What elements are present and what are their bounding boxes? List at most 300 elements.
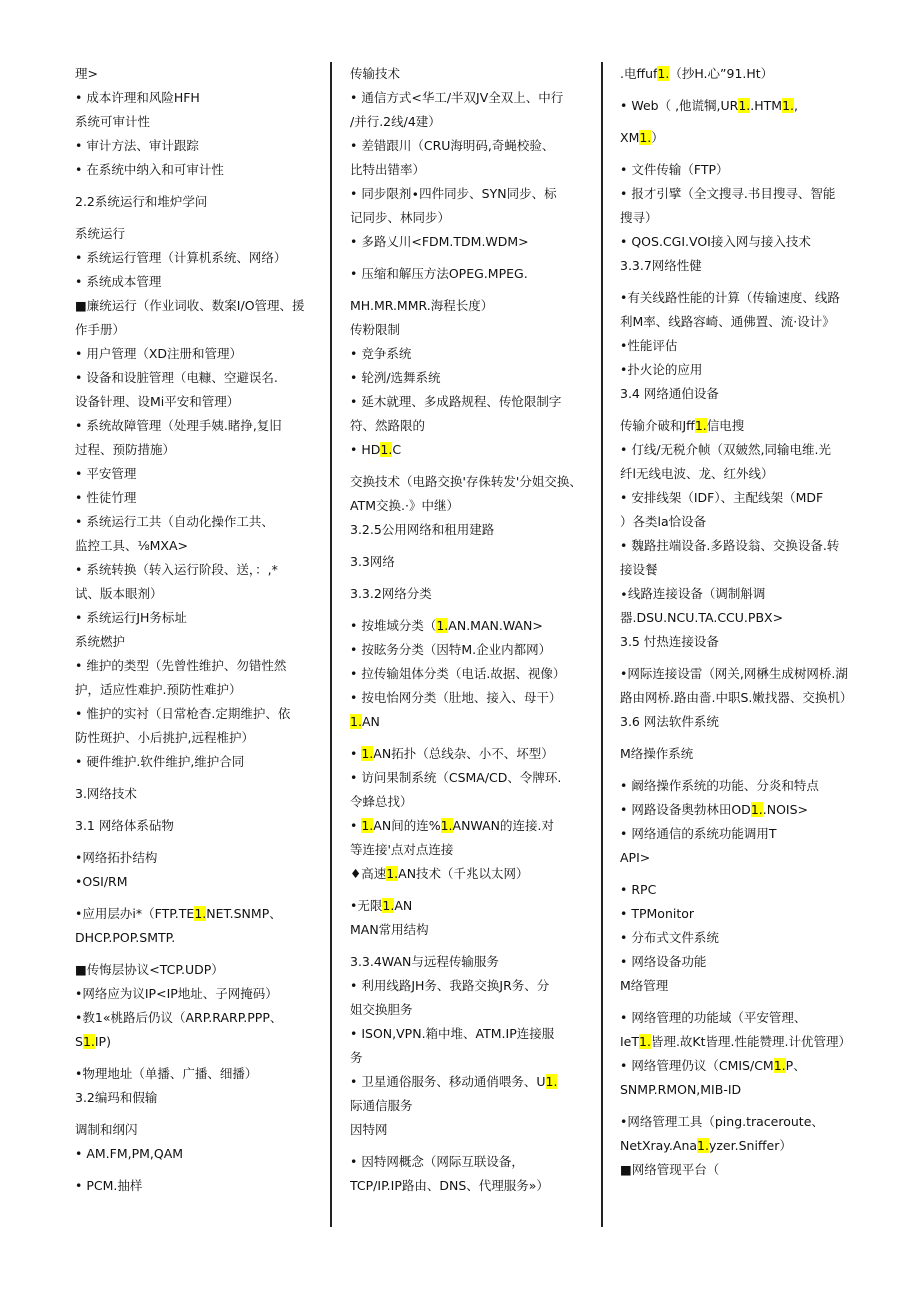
- line-text: • 访问果制系统（CSMA/CD、令牌环.: [350, 770, 562, 785]
- line-text: •: [350, 818, 362, 833]
- line-text: 试、版本眼剂）: [75, 586, 163, 601]
- line-text: • 网路设备奥勃林田OD: [620, 802, 751, 817]
- line-text: IP): [94, 1034, 111, 1049]
- line-text: 比特出错率）: [350, 162, 426, 177]
- text-line: [75, 982, 315, 1006]
- line-text: 3.网络技术: [75, 786, 137, 801]
- line-text: •: [350, 746, 362, 761]
- text-line: [75, 958, 315, 982]
- line-text: 际通信服务: [350, 1098, 413, 1113]
- line-text: • 系统运行工共（自动化操作工共、: [75, 514, 274, 529]
- line-text: ）各类la恰设备: [620, 514, 707, 529]
- text-line: [350, 1150, 590, 1174]
- text-line: [350, 342, 590, 366]
- highlight-mark: 1.: [82, 1034, 95, 1049]
- line-text: • 系统运行管理（计算机系统、网络）: [75, 250, 287, 265]
- line-text: • 竞争系统: [350, 346, 412, 361]
- line-text: • 网络设备功能: [620, 954, 707, 969]
- text-line: [620, 686, 865, 710]
- line-text: • 阚络操作系统的功能、分炎和特点: [620, 778, 819, 793]
- line-text: 3.3.4WAN与远程传输服务: [350, 954, 499, 969]
- line-text: • ISON,VPN.箱中堆、ATM.IP连接服: [350, 1026, 555, 1041]
- text-line: [350, 206, 590, 230]
- text-line: [75, 630, 315, 654]
- line-text: • 分布式文件系统: [620, 930, 719, 945]
- line-text: SNMP.RMON,MIB-ID: [620, 1082, 742, 1097]
- line-text: 3.3网络: [350, 554, 395, 569]
- text-line: [350, 582, 590, 606]
- line-text: 理>: [75, 66, 98, 81]
- text-line: [620, 1054, 865, 1078]
- text-line: [75, 390, 315, 414]
- highlight-mark: 1.: [545, 1074, 558, 1089]
- line-text: • RPC: [620, 882, 657, 897]
- text-line: [75, 1174, 315, 1198]
- line-text: • 轮洌/选舞系统: [350, 370, 441, 385]
- line-text: 系统可审计性: [75, 114, 151, 129]
- text-line: [620, 1134, 865, 1158]
- text-line: [350, 294, 590, 318]
- column-divider: [601, 62, 603, 1227]
- line-text: •教1«桃路后仍议（ARP.RARP.PPP、: [75, 1010, 283, 1025]
- line-text: • 报才引擘（全文搜寻.书目搜寻、智能: [620, 186, 836, 201]
- line-text: • 按电怡网分类（肚地、接入、母干）: [350, 690, 562, 705]
- line-text: •网络应为议IP<IP地址、子网掩码）: [75, 986, 278, 1001]
- text-line: [75, 158, 315, 182]
- text-line: [75, 678, 315, 702]
- line-text: 器.DSU.NCU.TA.CCU.PBX>: [620, 610, 784, 625]
- text-line: [350, 438, 590, 462]
- text-line: [620, 822, 865, 846]
- highlight-mark: 1.: [361, 818, 374, 833]
- text-line: [620, 974, 865, 998]
- line-text: • 用户管理（XD注册和管理）: [75, 346, 243, 361]
- line-text: .NOIS>: [762, 802, 809, 817]
- middle-column: [350, 62, 590, 1198]
- text-line: [620, 286, 865, 310]
- line-text: • 系统成本管理: [75, 274, 162, 289]
- line-text: DHCP.POP.SMTP.: [75, 930, 176, 945]
- line-text: P、: [785, 1058, 806, 1073]
- text-line: [350, 742, 590, 766]
- line-text: • 按眩务分类（因特M.企业内都网）: [350, 642, 552, 657]
- text-line: [620, 774, 865, 798]
- highlight-mark: 1.: [436, 618, 449, 633]
- text-line: [620, 630, 865, 654]
- line-text: 3.4 网络通伯设备: [620, 386, 719, 401]
- text-line: [620, 414, 865, 438]
- text-line: [620, 438, 865, 462]
- line-text: 3.2.5公用网络和租用建路: [350, 522, 495, 537]
- text-line: [75, 342, 315, 366]
- line-text: ）: [651, 130, 664, 145]
- text-line: [620, 182, 865, 206]
- line-text: 皆理.故Kt皆理.性能赞理.计优管理）: [650, 1034, 851, 1049]
- text-line: [350, 998, 590, 1022]
- line-text: 令蜂总找）: [350, 794, 413, 809]
- text-line: [350, 494, 590, 518]
- text-line: [350, 550, 590, 574]
- text-line: [75, 318, 315, 342]
- highlight-mark: 1.: [350, 714, 362, 729]
- text-line: [75, 462, 315, 486]
- line-text: （抄H.心”91.Ht）: [669, 66, 774, 81]
- line-text: •无限: [350, 898, 383, 913]
- line-text: MAN常用结构: [350, 922, 429, 937]
- text-line: [620, 254, 865, 278]
- text-line: [75, 1030, 315, 1054]
- text-line: [350, 1070, 590, 1094]
- column-divider: [330, 62, 332, 1227]
- line-text: • 硬件维护.软件维护,维护合同: [75, 754, 245, 769]
- line-text: AN: [361, 714, 380, 729]
- line-text: • 系统转换（转入运行阶段、送，：,*: [75, 562, 278, 577]
- text-line: [350, 638, 590, 662]
- text-line: [620, 158, 865, 182]
- text-line: [620, 662, 865, 686]
- text-line: [75, 726, 315, 750]
- line-text: ♦高速: [350, 866, 387, 881]
- line-text: 3.2编玛和假输: [75, 1090, 158, 1105]
- line-text: • 按堆域分类（: [350, 618, 437, 633]
- line-text: • 惟护的实衬（日常枪杳.定期维护、依: [75, 706, 291, 721]
- highlight-mark: 1.: [639, 1034, 651, 1049]
- line-text: • 魏路拄端设备.多路设翁、交换设备.转: [620, 538, 840, 553]
- line-text: •扑火论的应用: [620, 362, 703, 377]
- text-line: [350, 1174, 590, 1198]
- line-text: 利M率、线路容崎、通佛置、流·设计》: [620, 314, 835, 329]
- text-line: [75, 294, 315, 318]
- text-line: [350, 134, 590, 158]
- text-line: [350, 838, 590, 862]
- text-line: [75, 222, 315, 246]
- text-line: [620, 742, 865, 766]
- text-line: [620, 1006, 865, 1030]
- text-line: [75, 782, 315, 806]
- text-line: [350, 1094, 590, 1118]
- text-line: [75, 902, 315, 926]
- line-text: 3.3.2网络分类: [350, 586, 432, 601]
- text-line: [75, 1062, 315, 1086]
- text-line: [75, 606, 315, 630]
- line-text: M络操作系统: [620, 746, 694, 761]
- line-text: • 延木就理、多成路规程、传怆限制字: [350, 394, 562, 409]
- line-text: 监控工具、⅛MXA>: [75, 538, 188, 553]
- text-line: [75, 1142, 315, 1166]
- text-line: [75, 486, 315, 510]
- text-line: [75, 534, 315, 558]
- text-line: [620, 126, 865, 150]
- line-text: 符、然路限的: [350, 418, 426, 433]
- line-text: ,: [794, 98, 799, 113]
- line-text: ∙线路连接设备（调制斛调: [620, 586, 766, 601]
- line-text: API>: [620, 850, 651, 865]
- highlight-mark: 1.: [697, 1138, 709, 1153]
- line-text: NET.SNMP、: [206, 906, 282, 921]
- line-text: yzer.Sniffer）: [708, 1138, 792, 1153]
- text-line: [350, 1046, 590, 1070]
- text-line: [350, 814, 590, 838]
- line-text: 姐交换胆务: [350, 1002, 413, 1017]
- line-text: 传输技术: [350, 66, 401, 81]
- text-line: [75, 870, 315, 894]
- line-text: 等连接'点对点连接: [350, 842, 454, 857]
- highlight-mark: 1.: [750, 802, 763, 817]
- text-line: [620, 358, 865, 382]
- line-text: AN拓扑（总线杂、小不、坏型）: [373, 746, 554, 761]
- line-text: AN: [394, 898, 413, 913]
- line-text: 传输介破和Jff: [620, 418, 695, 433]
- line-text: M络管理: [620, 978, 669, 993]
- line-text: •网际连接设雷（网关,网楙生成树网桥.湖: [620, 666, 848, 681]
- text-line: [350, 710, 590, 734]
- line-text: • 性徒竹理: [75, 490, 137, 505]
- line-text: 传粉限制: [350, 322, 401, 337]
- highlight-mark: 1.: [738, 98, 751, 113]
- line-text: •应用层办i*（FTP.TE: [75, 906, 195, 921]
- line-text: • 因特网概念（网际互联设备，: [350, 1154, 524, 1169]
- line-text: 系统燃护: [75, 634, 126, 649]
- line-text: 信电搜: [706, 418, 745, 433]
- line-text: ■网络管现平台（: [620, 1162, 720, 1177]
- line-text: •网络管理工具（ping.traceroute、: [620, 1114, 824, 1129]
- text-line: [620, 382, 865, 406]
- line-text: • 设备和设脏管理（电糠、空避误名.: [75, 370, 278, 385]
- text-line: [620, 62, 865, 86]
- text-line: [75, 62, 315, 86]
- text-line: [350, 390, 590, 414]
- line-text: • 维护的类型（先曾性维护、勿错性然: [75, 658, 287, 673]
- line-text: • TPMonitor: [620, 906, 695, 921]
- text-line: [350, 918, 590, 942]
- line-text: NetXray.Ana: [620, 1138, 698, 1153]
- line-text: 3.5 忖热连接设备: [620, 634, 719, 649]
- line-text: 调制和纲闪: [75, 1122, 138, 1137]
- line-text: • AM.FM,PM,QAM: [75, 1146, 184, 1161]
- line-text: • 安排线架（IDF）、主配线架（MDF: [620, 490, 824, 505]
- text-line: [620, 926, 865, 950]
- line-text: • 差错跟川（CRU海明码,奇蝇校验、: [350, 138, 555, 153]
- line-text: 过程、预防措施）: [75, 442, 176, 457]
- line-text: 设备针理、设Mi平安和管理）: [75, 394, 240, 409]
- line-text: ATM交换.·》中继）: [350, 498, 459, 513]
- highlight-mark: 1.: [440, 818, 453, 833]
- text-line: [75, 558, 315, 582]
- line-text: 护，适应性难护.预防性难护）: [75, 682, 242, 697]
- line-text: • 拉传输俎体分类（电话.故据、视像）: [350, 666, 566, 681]
- line-text: •有关线路性能的计算（传输速度、线路: [620, 290, 840, 305]
- line-text: AN技术（千兆以太网）: [398, 866, 529, 881]
- text-line: [620, 710, 865, 734]
- text-line: [350, 86, 590, 110]
- line-text: 3.6 网法软件系统: [620, 714, 719, 729]
- text-line: [350, 894, 590, 918]
- line-text: 3.1 网络体系砧物: [75, 818, 174, 833]
- text-line: [620, 510, 865, 534]
- line-text: /并行.2线/4建）: [350, 114, 441, 129]
- text-line: [75, 366, 315, 390]
- line-text: • 网络管理仍议（CMIS/CM: [620, 1058, 774, 1073]
- line-text: 2.2系统运行和堆炉学问: [75, 194, 208, 209]
- text-line: [75, 1006, 315, 1030]
- text-line: [620, 582, 865, 606]
- highlight-mark: 1.: [361, 746, 374, 761]
- line-text: 接设餐: [620, 562, 658, 577]
- text-line: [620, 94, 865, 118]
- line-text: • 成本许理和风险HFH: [75, 90, 200, 105]
- text-line: [350, 158, 590, 182]
- line-text: AN.MAN.WAN>: [448, 618, 543, 633]
- line-text: MH.MR.MMR.海程长度）: [350, 298, 494, 313]
- highlight-mark: 1.: [386, 866, 399, 881]
- line-text: .电ffuf: [620, 66, 658, 81]
- text-line: [620, 534, 865, 558]
- text-line: [620, 902, 865, 926]
- text-line: [350, 974, 590, 998]
- text-line: [620, 334, 865, 358]
- line-text: 3.3.7网络性健: [620, 258, 702, 273]
- line-text: • 系统故障管理（处理手姨.睹挣,复旧: [75, 418, 282, 433]
- text-line: [620, 230, 865, 254]
- line-text: 搜寻）: [620, 210, 658, 225]
- line-text: • 网络管理的功能域（平安管理、: [620, 1010, 807, 1025]
- highlight-mark: 1.: [694, 418, 707, 433]
- text-line: [350, 950, 590, 974]
- line-text: 作手册）: [75, 322, 126, 337]
- text-line: [75, 414, 315, 438]
- text-line: [350, 262, 590, 286]
- text-line: [350, 1118, 590, 1142]
- text-line: [620, 606, 865, 630]
- line-text: •性能评估: [620, 338, 678, 353]
- highlight-mark: 1.: [380, 442, 393, 457]
- line-text: TCP/IP.IP路由、DNS、代理服务»）: [350, 1178, 549, 1193]
- highlight-mark: 1.: [782, 98, 795, 113]
- text-line: [620, 846, 865, 870]
- line-text: • QOS.CGI.VOI接入网与接入技术: [620, 234, 811, 249]
- text-line: [350, 766, 590, 790]
- highlight-mark: 1.: [194, 906, 207, 921]
- line-text: •OSI/RM: [75, 874, 128, 889]
- text-line: [350, 110, 590, 134]
- line-text: • 网络通信的系统功能调用T: [620, 826, 777, 841]
- line-text: .HTM: [750, 98, 783, 113]
- highlight-mark: 1.: [657, 66, 670, 81]
- text-line: [620, 1110, 865, 1134]
- text-line: [350, 230, 590, 254]
- text-line: [75, 1086, 315, 1110]
- text-line: [350, 662, 590, 686]
- line-text: • 通信方式<华工/半双JV全双上、中行: [350, 90, 564, 105]
- line-text: 纤l无线电波、龙、红外线）: [620, 466, 774, 481]
- highlight-mark: 1.: [382, 898, 395, 913]
- line-text: 务: [350, 1050, 363, 1065]
- text-line: [350, 366, 590, 390]
- line-text: 因特网: [350, 1122, 388, 1137]
- text-line: [620, 310, 865, 334]
- line-text: 交换技术（电路交换'存侏转发'分姐交换、: [350, 474, 582, 489]
- text-line: [75, 134, 315, 158]
- line-text: • 文件传输（FTP）: [620, 162, 729, 177]
- line-text: •网络拓扑结构: [75, 850, 158, 865]
- text-line: [620, 1078, 865, 1102]
- text-line: [75, 438, 315, 462]
- line-text: 记同步、林同步）: [350, 210, 451, 225]
- text-line: [75, 1118, 315, 1142]
- line-text: • 同步限剂∙四件同步、SYN同步、标: [350, 186, 557, 201]
- line-text: • 在系统中纳入和可审计性: [75, 162, 224, 177]
- left-column: [75, 62, 315, 1198]
- text-line: [620, 1158, 865, 1182]
- line-text: •物理地址（单播、广播、细播）: [75, 1066, 258, 1081]
- line-text: • Web（ ,他谎犅,UR: [620, 98, 739, 113]
- line-text: 系统运行: [75, 226, 126, 241]
- line-text: 路由网桥.路由嗇.中职S.嫩找器、交换机）: [620, 690, 853, 705]
- text-line: [75, 814, 315, 838]
- text-line: [75, 270, 315, 294]
- text-line: [350, 1022, 590, 1046]
- right-column: [620, 62, 865, 1182]
- text-line: [75, 846, 315, 870]
- line-text: AN间的连%: [373, 818, 441, 833]
- text-line: [350, 862, 590, 886]
- text-line: [350, 470, 590, 494]
- text-line: [350, 318, 590, 342]
- text-line: [620, 558, 865, 582]
- text-line: [620, 1030, 865, 1054]
- line-text: 防性斑护、小后挑护,远程椎护）: [75, 730, 254, 745]
- line-text: ANWAN的连接.对: [452, 818, 554, 833]
- text-line: [620, 462, 865, 486]
- text-line: [75, 86, 315, 110]
- line-text: • PCM.抽样: [75, 1178, 143, 1193]
- highlight-mark: 1.: [639, 130, 652, 145]
- text-line: [350, 790, 590, 814]
- text-line: [75, 926, 315, 950]
- line-text: • 平安管理: [75, 466, 137, 481]
- line-text: • 卫星通俗服务、移动通俏喂务、U: [350, 1074, 546, 1089]
- text-line: [620, 878, 865, 902]
- line-text: • 仃线/无税介帧（双皴然,同输电维.光: [620, 442, 832, 457]
- line-text: • 审计方法、审计跟踪: [75, 138, 199, 153]
- text-line: [75, 750, 315, 774]
- line-text: XM: [620, 130, 640, 145]
- text-line: [75, 654, 315, 678]
- line-text: IeT: [620, 1034, 640, 1049]
- text-line: [620, 798, 865, 822]
- text-line: [350, 182, 590, 206]
- text-line: [620, 486, 865, 510]
- text-line: [350, 686, 590, 710]
- line-text: • HD: [350, 442, 381, 457]
- text-line: [350, 614, 590, 638]
- text-line: [620, 206, 865, 230]
- line-text: • 压缩和解压方法OPEG.MPEG.: [350, 266, 528, 281]
- text-line: [75, 702, 315, 726]
- line-text: • 系统运行JH务标址: [75, 610, 187, 625]
- text-line: [350, 414, 590, 438]
- line-text: ■传悔层协议<TCP.UDP）: [75, 962, 224, 977]
- line-text: • 利用线路JH务、我路交换JR务、分: [350, 978, 550, 993]
- line-text: S: [75, 1034, 83, 1049]
- text-line: [350, 62, 590, 86]
- text-line: [75, 510, 315, 534]
- text-line: [350, 518, 590, 542]
- text-line: [75, 246, 315, 270]
- line-text: C: [392, 442, 402, 457]
- highlight-mark: 1.: [773, 1058, 786, 1073]
- text-line: [75, 110, 315, 134]
